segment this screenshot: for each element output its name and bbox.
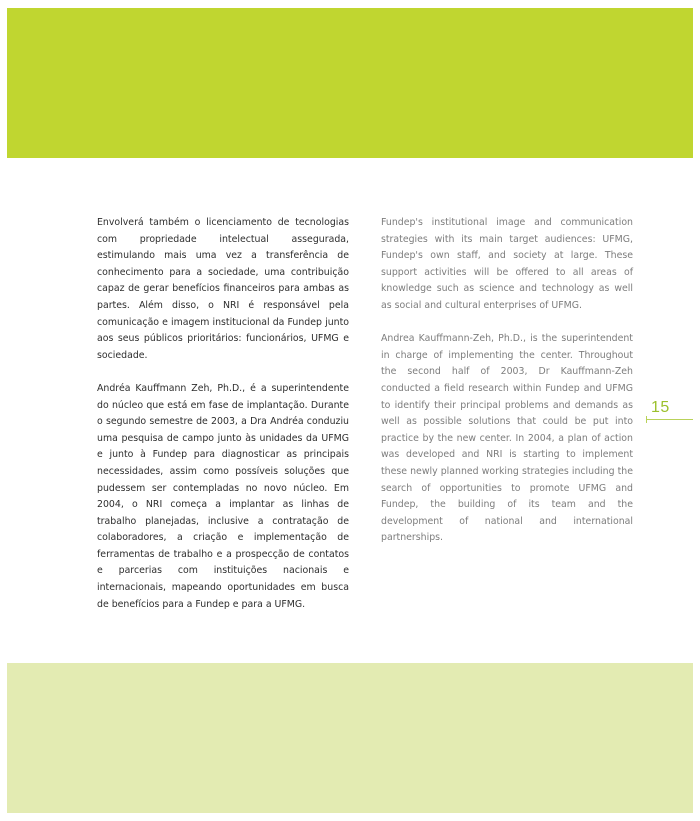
bottom-color-band (7, 663, 693, 813)
top-color-band (7, 8, 693, 158)
english-text-column (381, 215, 633, 563)
english-paragraph-1: Fundep's institutional image and communication strategies with its main target audiences: UFMG, Fundep's own staff, and society at large. These support activities will be offered to all areas of knowledge such as science and technology as well as social and cultural enterprises of UFMG. (381, 217, 633, 311)
page-number-rule (646, 419, 693, 420)
english-paragraph-2: Andrea Kauffmann-Zeh, Ph.D., is the superintendent in charge of implementing the center. Throughout the second half of 2003, Dr Kauffmann-Zeh conducted a field research within Fundep and UFMG to identify their principal problems and demands as well as possible solutions that could be put into practice by the new center. In 2004, a plan of action was developed and NRI is starting to implement these newly planned working strategies including the search of opportunities to promote UFMG and Fundep, the building of its team and the development of national and international partnerships. (381, 333, 633, 544)
portuguese-paragraph-1: Envolverá também o licenciamento de tecnologias com propriedade intelectual assegurada, estimulando mais uma vez a transferência de conhecimento para a sociedade, uma contribuição capaz de gerar benefícios financeiros para ambas as partes. Além disso, o NRI é responsável pela comunicação e imagem institucional da Fundep junto aos seus públicos prioritários: funcionários, UFMG e sociedade. (97, 217, 349, 361)
portuguese-text-column (97, 215, 349, 630)
page-number: 15 (651, 399, 670, 416)
portuguese-paragraph-2: Andréa Kauffmann Zeh, Ph.D., é a superintendente do núcleo que está em fase de implantação. Durante o segundo semestre de 2003, a Dra Andréa conduziu uma pesquisa de campo junto às unidades da UFMG e junto à Fundep para diagnosticar as principais necessidades, assim como possíveis soluções que pudessem ser contempladas no novo núcleo. Em 2004, o NRI começa a implantar as linhas de trabalho planejadas, inclusive a contratação de colaboradores, a criação e implementação de ferramentas de trabalho e a prospecção de contatos e parcerias com instituições nacionais e internacionais, mapeando oportunidades em busca de benefícios para a Fundep e para a UFMG. (97, 382, 349, 610)
